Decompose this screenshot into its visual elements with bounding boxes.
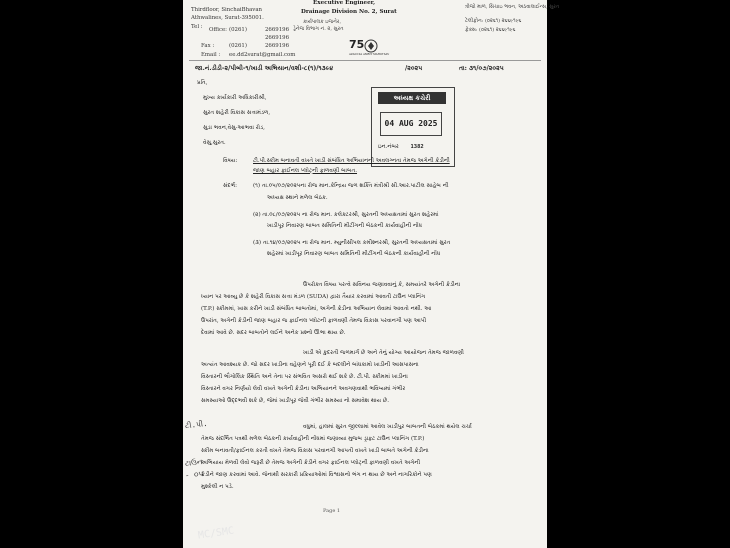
para3-line-5: ક્રેડીને જાણ કરવામાં આવે. જેનાથી સરકારી પ્રક્રિયાઓમાં વિશ્વાસનો ભંગ ન થાય છે અને નાગરિકોને પણ	[201, 472, 432, 478]
fax-code: (0261)	[229, 43, 247, 49]
para3-line-3: સ્કીમ બનાવતી/ફાઈનલ કરતી વખતે તેમજ વિકાસ પરવાનગી આપતી વખતે ખાડી બાબતે અગેની ક્રેડીના	[201, 448, 429, 454]
tel-label: Tel :	[191, 24, 203, 30]
document-page	[183, 0, 560, 548]
para1-line-2: ધ્યાન પર આવ્યુ છે કે શહેરી વિકાસ સત્તા મંડળ (SUDA) દ્વારા તૈયાર કરવામાં આવતી ટાઉન પ્લાનિંગ	[201, 294, 426, 300]
reference-item-2a: (૨) તા.૦૮/૦૭/૨૦૨૫ ના રોજ માન. કલેક્ટરશ્રી, સુરતની અધ્યક્ષતામાં સુરત શહેરમાં	[253, 212, 439, 218]
logo-subtitle: AZADI KA AMRIT MAHOTSAV	[349, 53, 390, 56]
subject-line-1: ટી.પી.સ્કીમ બનાવતી વખતે ખાડી સંબંધિત અભિયાનની અવલગ્નતા તેમજ અગેની ક્રેડીની	[253, 158, 450, 164]
dept-gujarati-2: ડ્રેનેજ વિભાગ નં. ૨, સુરત	[293, 26, 344, 32]
para1-line-4: ઉપરાંત, અગેની ક્રેડીની જાણ બહાર જ ફાઈનલ પ્લોટની ફાળવણી તેમજ વિકાસ પરવાનગી પણ આપી	[201, 318, 427, 324]
reference-item-1a: (૧) તા.૦૫/૦૭/૨૦૨૫ના રોજ માન.કેન્દ્રિય જળ શક્તિ મંત્રીશ્રી સી.આર.પાટીલ સાહેબ ની	[253, 183, 449, 189]
para3-line-2: તેમજ સંદર્ભિત પત્રથી મળેલ બેઠકની કાર્યવાહીની નોંધમાં જણાવ્યા મુજબ ડ્રાફ્ટ ટાઉન પ્લાનિંગ (T.P.)	[201, 436, 425, 442]
para2-line-3: વિસ્તારની ભૌગોલિક સ્થિતિ અને તેના પર સંભવિત અસરો થઈ શકે છે. ટી.પી. સ્કીમમાં ખાડીના	[201, 374, 408, 380]
address-line-1: Thirdfloor, SinchaiBhavan	[191, 7, 263, 13]
dept-title: Executive Engineer,	[313, 0, 376, 6]
right-fax: ફેક્સ: (૦૨૬૧) ૨૬૬૯૧૯૬	[465, 27, 516, 33]
para2-line-5: સમસ્યાઓ ઉદ્દભવી શકે છે, જેમાં ખાડીપૂર જેવી ગંભીર સમસ્યા નો સમાવેશ થાય છે.	[201, 398, 390, 404]
page-footer: Page 1	[323, 508, 341, 514]
fax-label: Fax :	[201, 43, 215, 49]
para2-line-2: અત્યંત આવશ્યક છે. જો સદર ખાડીના વહેણને પૂરી દઈ કે બદલીને બાંધકામો ખાડીની આસપાસના	[201, 362, 419, 368]
email-label: Email :	[201, 52, 221, 58]
stamp-date: 04 AUG 2025	[380, 112, 442, 136]
para1-line-3: (T.P.) સ્કીમમાં, ખાસ કરીને ખાડી સંબંધિત બાબતોમાં, અગેની ક્રેડીના અભિયાન લેવામાં આવતો નથી. આ	[201, 306, 432, 312]
reference-number: જા.નં.ડીડી-૨/પીબી-૧/ખાડી અભિયાન/વશી-૮(૧)/૧૩૯૪	[195, 65, 334, 72]
stamp-inward	[378, 144, 424, 151]
recipient-line-1: મુખ્ય કાર્યકારી અધિકારીશ્રી,	[203, 95, 267, 101]
margin-note-2: ટાઉન	[184, 457, 203, 468]
address-line-2: Athwalines, Surat-395001.	[191, 15, 264, 21]
subject-label: વિષય:	[223, 158, 238, 164]
reference-item-1b: અધ્યક્ષ સ્થાને મળેલ બેઠક.	[267, 195, 328, 201]
office-label: Office:	[209, 27, 227, 33]
para2-line-4: વિસ્તારને વગર નિર્ણયો લેવી વખતે અગેની ક્રેડીના અભિયાનને અવગણવાથી ભવિષ્યમાં ગંભીર	[201, 386, 406, 392]
references-label: સંદર્ભ:	[223, 183, 238, 189]
dept-name: Drainage Division No. 2, Surat	[301, 9, 397, 15]
fax-number: 2669196	[265, 43, 290, 49]
reference-date: તા: ૩૧/૦૭/૨૦૨૫	[459, 65, 504, 72]
dept-gujarati-1: કાર્યપાલક ઇજનેર,	[303, 19, 342, 25]
para1-line-1: ઉપરોક્ત વિષય પરત્વે સવિનય જણાવવાનું કે, સમયાંતરે અગેની ક્રેડીના	[303, 282, 461, 288]
reference-item-3a: (૩) તા.૧૪/૦૭/૨૦૨૫ ના રોજ માન. મ્યુનીસીપલ કમીશ્નરશ્રી, સુરતની અધ્યક્ષતામાં સુરત	[253, 240, 451, 246]
para2-line-1: ખાડી એ કુદરતી જળમાર્ગ છે અને તેનું યોગ્ય આયોજન તેમજ જાળવણી	[303, 350, 464, 356]
reference-item-2b: ખાડીપૂર નિવારણ બાબત સમિતિની મીટીંગની બેઠકની કાર્યવાહીની નોંધ	[267, 223, 422, 229]
received-stamp	[371, 87, 455, 167]
prati-label: પ્રતિ,	[197, 80, 208, 86]
recipient-line-3: સુડા ભવન,વેસુ-આભવા રોડ,	[203, 125, 265, 131]
stamp-inward-number: 1382	[410, 144, 424, 150]
recipient-line-2: સુરત શહેરી વિકાસ સત્તામંડળ,	[203, 110, 271, 116]
handwritten-bottom-note: MC/SMC	[197, 525, 235, 542]
para3-line-6: મુશ્કેલી ન પડે.	[201, 484, 234, 490]
para3-line-4: અભિયાય મેળવી લેવો જરૂરી છે તેમજ અગેની ક્રેડીને વગર ફાઈનલ પ્લોટ્ની ફાળવણી વખતે અગેની	[201, 460, 421, 466]
office-number: 2669196	[265, 27, 290, 33]
reference-item-3b: શહેરમાં ખાડીપૂર નિવારણ બાબત સમિતિની મીટીંગની બેઠકની કાર્યવાહીની નોંધ	[267, 251, 441, 257]
para3-line-1: વધુમાં, હાલમાં સુરત જીલ્લામાં આવેલ ખાડીપુર બાબતની બેઠકમાં થયેલ ચર્ચા	[303, 424, 472, 430]
office-number-2: 2669196	[265, 35, 290, 41]
dept-gujarati-3: ત્રીજો માળ, સિંચાઇ ભવન, અઠવાલાઈન્સ, સુરત	[465, 4, 560, 10]
recipient-line-4: વેસુ,સુરત.	[203, 140, 226, 146]
reference-year: /૨૦૨૫	[405, 65, 423, 72]
stamp-inward-label: ઇન.નંબર	[378, 144, 399, 150]
margin-note-1: ટી.પી.	[184, 418, 208, 431]
margin-note-3: - ૦૫	[184, 469, 204, 480]
letterhead-divider	[189, 60, 541, 61]
subject-line-2: જાણ બહાર ફાઈનલ પ્લોટ્ની ફાળવણી બાબત.	[253, 168, 358, 174]
office-code: (0261)	[229, 27, 247, 33]
stamp-title: અધ્યક્ષ કચેરી	[378, 92, 446, 104]
email: ee.dd2surat@gmail.com	[229, 52, 296, 58]
para1-line-5: દેવામાં આવે છે. સદર બાબતોને લઈને અનેક પ્રશ્નો ઊભા થાય છે.	[201, 330, 346, 336]
azadi-logo-icon	[349, 38, 390, 60]
right-tel: ટેલીફોન: (૦૨૬૧) ૨૬૬૯૧૯૬	[465, 18, 522, 24]
logo-number: 75	[349, 38, 365, 51]
